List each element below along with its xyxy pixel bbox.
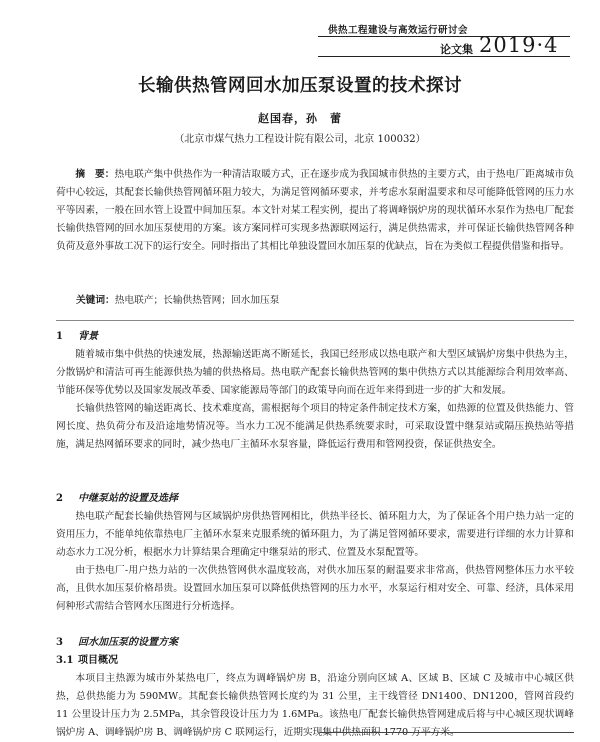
section-2 xyxy=(56,490,574,616)
abstract xyxy=(56,166,574,256)
keywords-label: 关键词： xyxy=(76,295,115,306)
section-title: 回水加压泵的设置方案 xyxy=(78,637,178,648)
section-number: 1 xyxy=(56,331,63,342)
article-affiliation: （北京市煤气热力工程设计院有限公司，北京 100032） xyxy=(174,134,426,145)
paragraph: 由于热电厂-用户热力站的一次供热管网供水温度较高，对供水加压泵的耐温要求非常高，供热管网整体压力水平较高，且供水加压泵价格昂贵。设置回水加压泵可以降低供热管网的压力水平，水泵运行相对安全、可靠、经济，具体采用何种形式需结合管网水压图进行分析选择。 xyxy=(56,565,574,612)
section-heading xyxy=(56,634,574,652)
body-divider xyxy=(56,320,574,321)
section-title: 背景 xyxy=(78,331,98,342)
subsection-heading xyxy=(56,652,574,670)
section-number: 3.1 xyxy=(56,655,74,666)
section-3 xyxy=(56,634,574,652)
section-number: 2 xyxy=(56,493,63,504)
paragraph: 本项目主热源为城市外某热电厂，终点为调峰锅炉房 B，沿途分别向区域 A、区域 B、区域 C 及城市中心城区供热，总供热能力为 590MW。其配套长输供热管网长度约为 31 公里，主干线管径 DN1400、DN1200，管网首段约 11 公里设计压力为 2.5MPa，其余管段设计压力为 1.6MPa。该热电厂配套长输供热管网建成后将与中心城区现状调峰锅炉房 A、调峰锅炉房 B、调峰锅炉房 C 联网运行，近期实现集中供热面积 1770 万平方米。 xyxy=(56,673,574,738)
issue-year: 2019·4 xyxy=(479,33,559,57)
conference-name: 供热工程建设与高效运行研讨会 xyxy=(328,25,469,36)
section-title: 项目概况 xyxy=(78,655,118,666)
abstract-label: 摘 要： xyxy=(75,169,115,180)
section-heading xyxy=(56,490,574,508)
keywords xyxy=(76,292,576,310)
section-heading xyxy=(56,328,574,346)
collection-label: 论文集 xyxy=(440,43,473,56)
header-rule-bottom xyxy=(318,56,570,57)
paragraph: 长输供热管网的输送距离长、技术难度高，需根据每个项目的特定条件制定技术方案，如热源的位置及供热能力、管网长度、热负荷分布及沿途地势情况等。当水力工况不能满足供热系统要求时，可采取设置中继泵站或隔压换热站等措施，满足热网循环要求的同时，减少热电厂主循环水泵容量，降低运行费用和管网投资，保证供热安全。 xyxy=(56,403,574,450)
section-title: 中继泵站的设置及选择 xyxy=(78,493,178,504)
paragraph: 随着城市集中供热的快速发展，热源输送距离不断延长，我国已经形成以热电联产和大型区域锅炉房集中供热为主，分散锅炉和清洁可再生能源供热为辅的供热格局。热电联产配套长输供热管网的集中供热方式以其能源综合利用效率高、节能环保等优势以及国家发展改革委、国家能源局等部门的政策导向而在近年来得到进一步的扩大和发展。 xyxy=(56,349,574,396)
section-3-1 xyxy=(56,652,574,742)
keywords-text: 热电联产；长输供热管网；回水加压泵 xyxy=(114,295,280,306)
section-1 xyxy=(56,328,574,454)
paragraph: 热电联产配套长输供热管网与区域锅炉房供热管网相比，供热半径长、循环阻力大，为了保证各个用户热力站一定的资用压力，不能单纯依靠热电厂主循环水泵来克服系统的循环阻力，为了满足管网循环要求，需要进行详细的水力计算和动态水力工况分析，根据水力计算结果合理确定中继泵站的形式、位置及水泵配置等。 xyxy=(56,511,574,558)
section-number: 3 xyxy=(56,637,63,648)
abstract-text: 热电联产集中供热作为一种清洁取暖方式，正在逐步成为我国城市供热的主要方式，由于热电厂距离城市负荷中心较远，其配套长输供热管网循环阻力较大，为满足管网循环要求，并考虑水泵耐温要求和尽可能降低管网的压力水平等因素，一般在回水管上设置中间加压泵。本文针对某工程实例，提出了将调峰锅炉房的现状循环水泵作为热电厂配套长输供热管网的回水加压泵使用的方案。该方案同样可实现多热源联网运行，满足供热需求，并可保证长输供热管网各种负荷及意外事故工况下的运行安全。同时指出了其相比单独设置回水加压泵的优缺点，旨在为类似工程提供借鉴和指导。 xyxy=(56,169,575,252)
article-title: 长输供热管网回水加压泵设置的技术探讨 xyxy=(138,76,462,96)
footer-rule xyxy=(320,732,574,733)
article-authors: 赵国春，孙 蕾 xyxy=(258,112,342,125)
